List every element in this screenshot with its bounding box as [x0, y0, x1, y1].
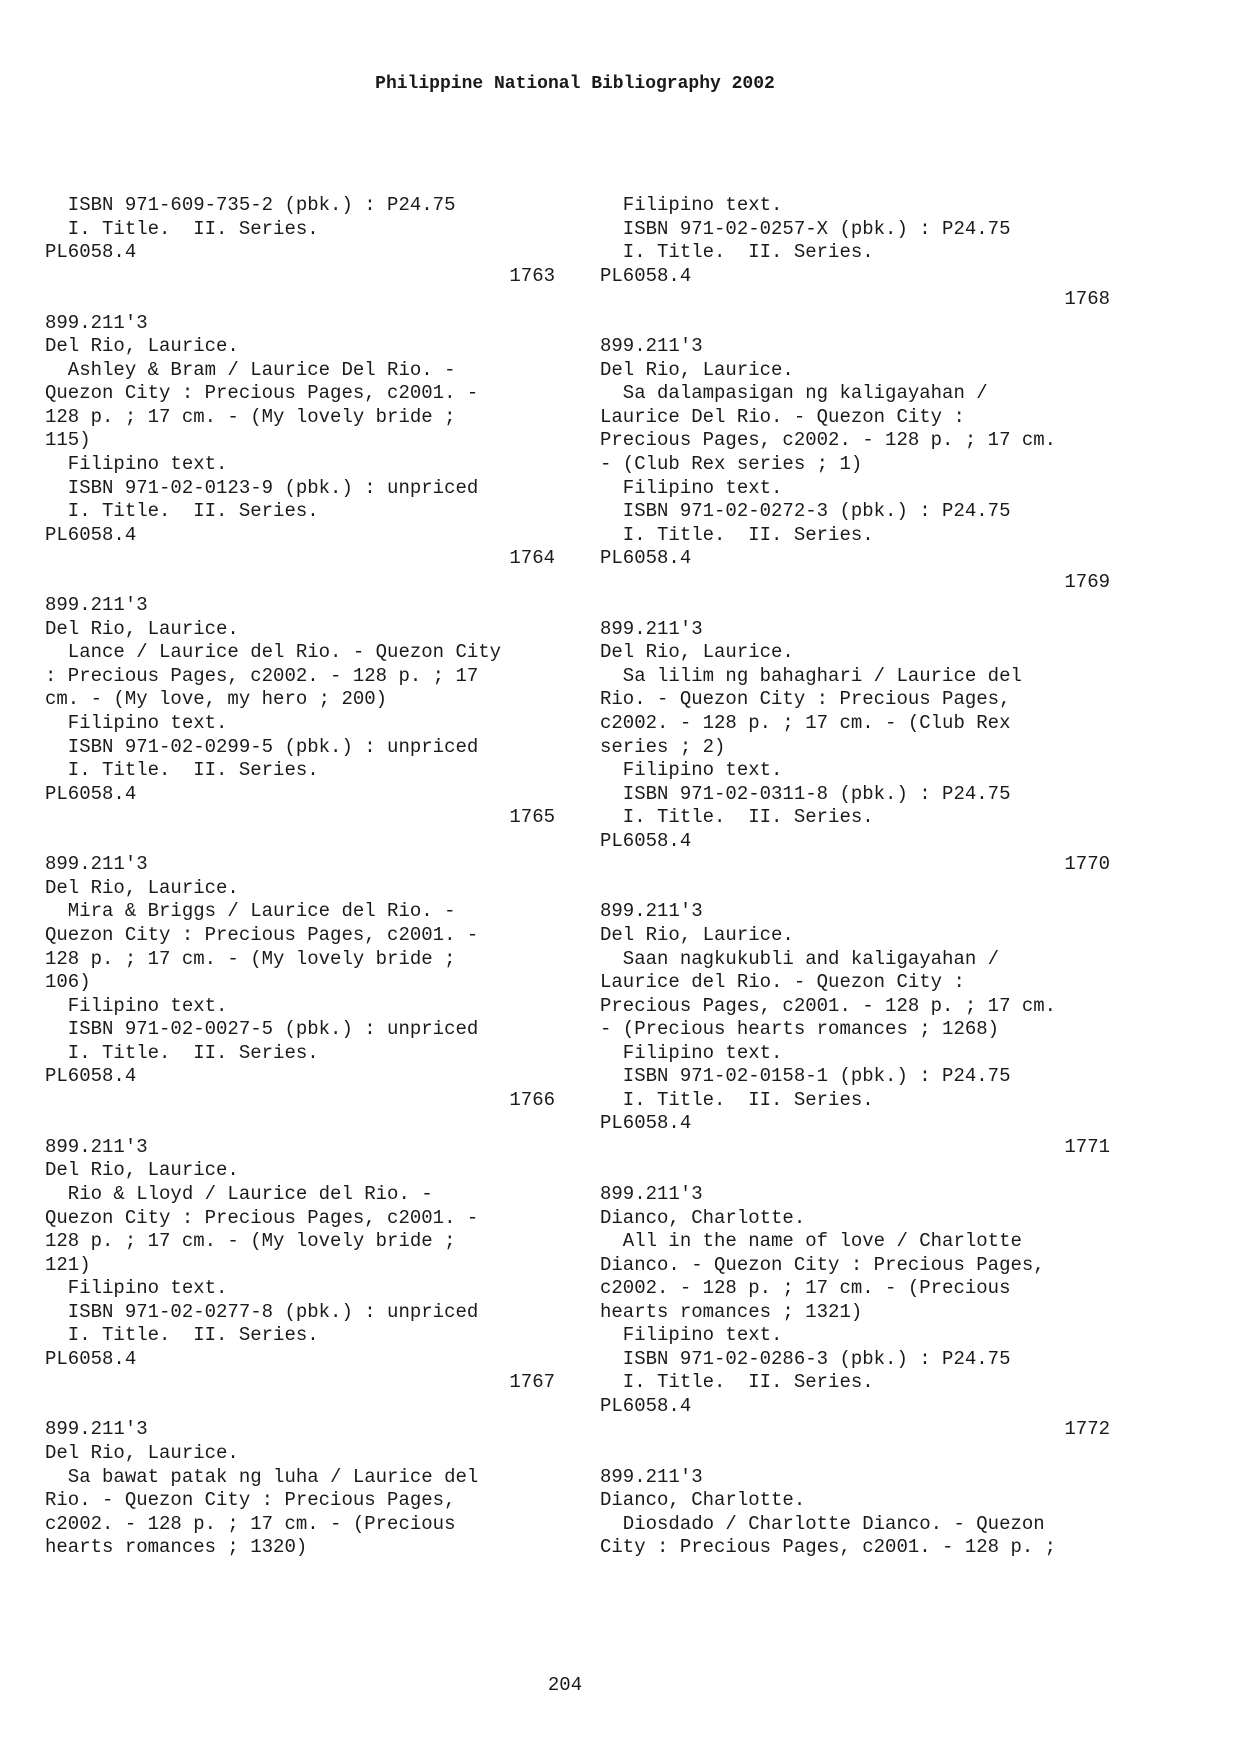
- entry-line: Filipino text.: [600, 476, 783, 499]
- entry-line: PL6058.4: [45, 523, 137, 546]
- entry-spacer: [600, 1442, 1110, 1466]
- entry-spacer: [600, 594, 1110, 618]
- entry-line: ISBN 971-02-0257-X (pbk.) : P24.75: [600, 217, 1011, 240]
- entry-line: 899.211'3: [45, 1135, 148, 1158]
- entry-line: Quezon City : Precious Pages, c2001. -: [45, 1206, 479, 1229]
- entry-line: Filipino text.: [45, 994, 228, 1017]
- entry-line: Precious Pages, c2002. - 128 p. ; 17 cm.: [600, 429, 1057, 452]
- entry-line: ISBN 971-02-0027-5 (pbk.) : unpriced: [45, 1018, 479, 1041]
- entry-line: I. Title. II. Series.: [600, 523, 874, 546]
- entry-line: ISBN 971-02-0272-3 (pbk.) : P24.75: [600, 500, 1011, 523]
- entry-spacer: [600, 312, 1110, 336]
- entry-line: I. Title. II. Series.: [600, 806, 874, 829]
- entry-number: 1769: [1064, 570, 1110, 593]
- entry-line: Laurice Del Rio. - Quezon City :: [600, 405, 965, 428]
- entry-line: Del Rio, Laurice.: [600, 358, 794, 381]
- entry-line: I. Title. II. Series.: [600, 1371, 874, 1394]
- entry-line: Filipino text.: [600, 1324, 783, 1347]
- entry-line: Quezon City : Precious Pages, c2001. -: [45, 382, 479, 405]
- entry-line: Lance / Laurice del Rio. - Quezon City: [45, 641, 502, 664]
- entry-spacer: [45, 830, 555, 854]
- entry-line: 899.211'3: [45, 311, 148, 334]
- entry-spacer: [45, 288, 555, 312]
- entry-line: Filipino text.: [600, 194, 783, 216]
- entry-line: 899.211'3: [600, 1465, 703, 1488]
- entry-line: 899.211'3: [600, 900, 703, 923]
- entry-line: 899.211'3: [45, 1418, 148, 1441]
- entry-number: 1764: [509, 547, 555, 570]
- entry-number: 1771: [1064, 1135, 1110, 1158]
- entry-line: - (Club Rex series ; 1): [600, 453, 863, 476]
- entry-number: 1766: [509, 1088, 555, 1111]
- entry-line: PL6058.4: [45, 241, 137, 264]
- entry-line: I. Title. II. Series.: [45, 759, 319, 782]
- entry-line: ISBN 971-02-0286-3 (pbk.) : P24.75: [600, 1347, 1011, 1370]
- entry-line: PL6058.4: [600, 1394, 692, 1417]
- entry-line: Rio & Lloyd / Laurice del Rio. -: [45, 1182, 433, 1205]
- entry-line: ISBN 971-02-0158-1 (pbk.) : P24.75: [600, 1065, 1011, 1088]
- entry-spacer: [45, 1112, 555, 1136]
- entry-line: : Precious Pages, c2002. - 128 p. ; 17: [45, 664, 479, 687]
- entry-line: hearts romances ; 1320): [45, 1536, 308, 1559]
- entry-line: Rio. - Quezon City : Precious Pages,: [45, 1489, 456, 1512]
- entry-number: 1772: [1064, 1418, 1110, 1441]
- entry-line: Ashley & Bram / Laurice Del Rio. -: [45, 358, 456, 381]
- entry-line: Filipino text.: [600, 759, 783, 782]
- entry-line: PL6058.4: [45, 1347, 137, 1370]
- entry-line: PL6058.4: [600, 264, 692, 287]
- entry-line: Filipino text.: [45, 1277, 228, 1300]
- entry-line: Dianco, Charlotte.: [600, 1489, 806, 1512]
- entry-line: 115): [45, 429, 91, 452]
- entry-line: 128 p. ; 17 cm. - (My lovely bride ;: [45, 1230, 456, 1253]
- left-column: [45, 194, 555, 1560]
- entry-line: I. Title. II. Series.: [45, 217, 319, 240]
- entry-line: ISBN 971-02-0311-8 (pbk.) : P24.75: [600, 782, 1011, 805]
- entry-line: 899.211'3: [45, 853, 148, 876]
- entry-line: Quezon City : Precious Pages, c2001. -: [45, 923, 479, 946]
- entry-line: Laurice del Rio. - Quezon City :: [600, 971, 965, 994]
- entry-line: All in the name of love / Charlotte: [600, 1230, 1022, 1253]
- entry-line: Del Rio, Laurice.: [45, 335, 239, 358]
- entry-line: Filipino text.: [600, 1041, 783, 1064]
- entry-line: PL6058.4: [600, 1112, 692, 1135]
- entry-line: series ; 2): [600, 735, 726, 758]
- entry-line: ISBN 971-02-0123-9 (pbk.) : unpriced: [45, 476, 479, 499]
- entry-line: City : Precious Pages, c2001. - 128 p. ;: [600, 1536, 1057, 1559]
- entry-line: Filipino text.: [45, 712, 228, 735]
- entry-line: ISBN 971-02-0277-8 (pbk.) : unpriced: [45, 1300, 479, 1323]
- entry-line: Del Rio, Laurice.: [45, 876, 239, 899]
- entry-line: 899.211'3: [45, 594, 148, 617]
- entry-line: I. Title. II. Series.: [600, 241, 874, 264]
- entry-line: 899.211'3: [600, 617, 703, 640]
- entry-number: 1763: [509, 264, 555, 287]
- entry-line: Filipino text.: [45, 453, 228, 476]
- entry-line: 106): [45, 971, 91, 994]
- entry-line: Del Rio, Laurice.: [45, 1441, 239, 1464]
- entry-line: 899.211'3: [600, 1182, 703, 1205]
- entry-line: Sa bawat patak ng luha / Laurice del: [45, 1465, 479, 1488]
- entry-line: 128 p. ; 17 cm. - (My lovely bride ;: [45, 405, 456, 428]
- entry-line: ISBN 971-02-0299-5 (pbk.) : unpriced: [45, 735, 479, 758]
- entry-line: 899.211'3: [600, 335, 703, 358]
- entry-line: Dianco, Charlotte.: [600, 1206, 806, 1229]
- page-number: 204: [547, 1674, 583, 1696]
- entry-line: c2002. - 128 p. ; 17 cm. - (Club Rex: [600, 712, 1011, 735]
- entry-line: Sa lilim ng bahaghari / Laurice del: [600, 664, 1022, 687]
- entry-line: PL6058.4: [45, 782, 137, 805]
- entry-line: cm. - (My love, my hero ; 200): [45, 688, 388, 711]
- entry-line: Del Rio, Laurice.: [45, 1159, 239, 1182]
- entry-line: PL6058.4: [600, 829, 692, 852]
- entry-line: Saan nagkukubli and kaligayahan /: [600, 947, 1000, 970]
- entry-line: PL6058.4: [600, 547, 692, 570]
- entry-number: 1770: [1064, 853, 1110, 876]
- entry-spacer: [45, 1395, 555, 1419]
- entry-line: ISBN 971-609-735-2 (pbk.) : P24.75: [45, 194, 456, 216]
- entry-line: Sa dalampasigan ng kaligayahan /: [600, 382, 988, 405]
- entry-spacer: [600, 1159, 1110, 1183]
- entry-line: I. Title. II. Series.: [600, 1088, 874, 1111]
- entry-line: Precious Pages, c2001. - 128 p. ; 17 cm.: [600, 994, 1057, 1017]
- entry-line: 121): [45, 1253, 91, 1276]
- page-title: Philippine National Bibliography 2002: [375, 74, 775, 94]
- entry-line: 128 p. ; 17 cm. - (My lovely bride ;: [45, 947, 456, 970]
- entry-line: Dianco. - Quezon City : Precious Pages,: [600, 1253, 1045, 1276]
- entry-line: Rio. - Quezon City : Precious Pages,: [600, 688, 1011, 711]
- entry-line: Diosdado / Charlotte Dianco. - Quezon: [600, 1512, 1045, 1535]
- entry-spacer: [45, 571, 555, 595]
- entry-line: I. Title. II. Series.: [45, 1041, 319, 1064]
- entry-line: I. Title. II. Series.: [45, 1324, 319, 1347]
- entry-line: c2002. - 128 p. ; 17 cm. - (Precious: [600, 1277, 1011, 1300]
- entry-spacer: [600, 877, 1110, 901]
- entry-line: c2002. - 128 p. ; 17 cm. - (Precious: [45, 1512, 456, 1535]
- entry-line: Mira & Briggs / Laurice del Rio. -: [45, 900, 456, 923]
- entry-line: - (Precious hearts romances ; 1268): [600, 1018, 1000, 1041]
- entry-number: 1767: [509, 1371, 555, 1394]
- entry-line: Del Rio, Laurice.: [600, 923, 794, 946]
- entry-line: I. Title. II. Series.: [45, 500, 319, 523]
- right-column: [600, 194, 1110, 1560]
- entry-line: PL6058.4: [45, 1065, 137, 1088]
- entry-line: Del Rio, Laurice.: [600, 641, 794, 664]
- entry-number: 1765: [509, 806, 555, 829]
- entry-line: hearts romances ; 1321): [600, 1300, 863, 1323]
- entry-number: 1768: [1064, 288, 1110, 311]
- entry-line: Del Rio, Laurice.: [45, 617, 239, 640]
